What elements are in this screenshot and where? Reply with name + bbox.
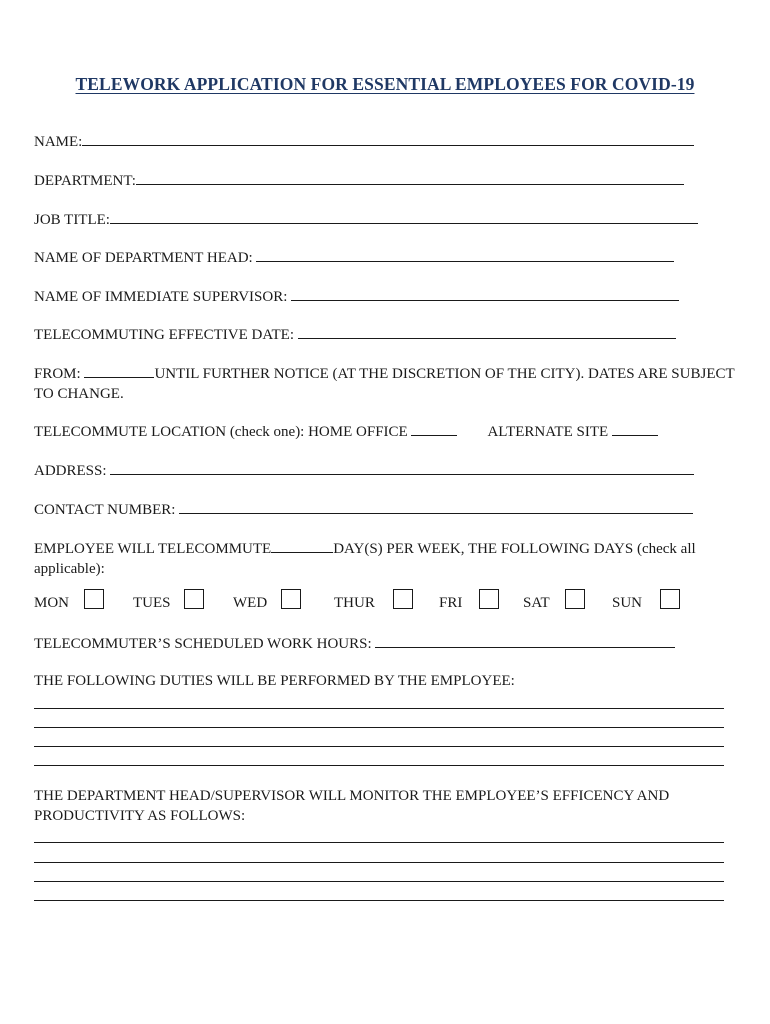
day-checkbox-thur[interactable] [393, 589, 413, 609]
day-label-fri: FRI [439, 595, 463, 611]
day-label-thur: THUR [334, 595, 375, 611]
name-blank[interactable] [82, 131, 694, 146]
department-blank[interactable] [136, 170, 684, 185]
department-head-blank[interactable] [256, 247, 674, 262]
monitor-line[interactable] [34, 881, 724, 882]
monitor-line[interactable] [34, 900, 724, 901]
day-label-wed: WED [233, 595, 268, 611]
from-date-blank[interactable] [84, 363, 154, 378]
immediate-supervisor-label: NAME OF IMMEDIATE SUPERVISOR: [34, 289, 288, 305]
department-row [34, 170, 684, 191]
department-label: DEPARTMENT: [34, 173, 136, 189]
monitor-label: THE DEPARTMENT HEAD/SUPERVISOR WILL MONITOR THE EMPLOYEE’S EFFICENCY AND PRODUCTIVITY AS FOLLOWS: [34, 788, 670, 824]
job-title-row [34, 209, 698, 230]
days-per-week-blank[interactable] [271, 538, 333, 553]
effective-date-label: TELECOMMUTING EFFECTIVE DATE: [34, 327, 294, 343]
alternate-site-blank[interactable] [612, 421, 658, 436]
day-checkbox-wed[interactable] [281, 589, 301, 609]
day-checkbox-sat[interactable] [565, 589, 585, 609]
days-checklist [0, 589, 770, 619]
contact-number-row [34, 499, 693, 520]
work-hours-label: TELECOMMUTER’S SCHEDULED WORK HOURS: [34, 636, 372, 652]
form-title: TELEWORK APPLICATION FOR ESSENTIAL EMPLOYEES FOR COVID-19 [75, 74, 695, 94]
address-row [34, 460, 694, 481]
effective-date-row [34, 324, 676, 345]
day-checkbox-tues[interactable] [184, 589, 204, 609]
department-head-row [34, 247, 674, 268]
work-hours-blank[interactable] [375, 633, 675, 648]
monitor-row [34, 787, 739, 826]
day-label-sat: SAT [523, 595, 550, 611]
from-row [34, 363, 739, 404]
location-row [34, 421, 658, 442]
job-title-blank[interactable] [110, 209, 698, 224]
effective-date-blank[interactable] [298, 324, 676, 339]
telecommute-suffix: DAY(S) PER WEEK, THE FOLLOWING DAYS (check all applicable): [34, 541, 696, 577]
alternate-site-label: ALTERNATE SITE [487, 424, 609, 440]
telecommute-prefix: EMPLOYEE WILL TELECOMMUTE [34, 541, 272, 557]
name-row [34, 131, 694, 152]
day-label-mon: MON [34, 595, 70, 611]
immediate-supervisor-row [34, 286, 679, 307]
duties-label: THE FOLLOWING DUTIES WILL BE PERFORMED BY THE EMPLOYEE: [34, 673, 515, 689]
contact-number-blank[interactable] [179, 499, 693, 514]
name-label: NAME: [34, 134, 83, 150]
duties-line[interactable] [34, 746, 724, 747]
duties-line[interactable] [34, 727, 724, 728]
day-checkbox-mon[interactable] [84, 589, 104, 609]
day-label-tues: TUES [133, 595, 171, 611]
duties-line[interactable] [34, 765, 724, 766]
monitor-line[interactable] [34, 862, 724, 863]
job-title-label: JOB TITLE: [34, 212, 110, 228]
address-blank[interactable] [110, 460, 694, 475]
home-office-blank[interactable] [411, 421, 457, 436]
from-label: FROM: [34, 366, 81, 382]
work-hours-row [34, 633, 675, 654]
immediate-supervisor-blank[interactable] [291, 286, 679, 301]
monitor-line[interactable] [34, 842, 724, 843]
day-checkbox-fri[interactable] [479, 589, 499, 609]
from-text: UNTIL FURTHER NOTICE (AT THE DISCRETION OF THE CITY). DATES ARE SUBJECT TO CHANGE. [34, 366, 735, 402]
day-checkbox-sun[interactable] [660, 589, 680, 609]
telecommute-days-row [34, 538, 739, 579]
contact-number-label: CONTACT NUMBER: [34, 502, 176, 518]
day-label-sun: SUN [612, 595, 643, 611]
duties-line[interactable] [34, 708, 724, 709]
location-label: TELECOMMUTE LOCATION (check one): HOME OFFICE [34, 424, 408, 440]
duties-row [34, 672, 515, 691]
department-head-label: NAME OF DEPARTMENT HEAD: [34, 250, 253, 266]
address-label: ADDRESS: [34, 463, 107, 479]
